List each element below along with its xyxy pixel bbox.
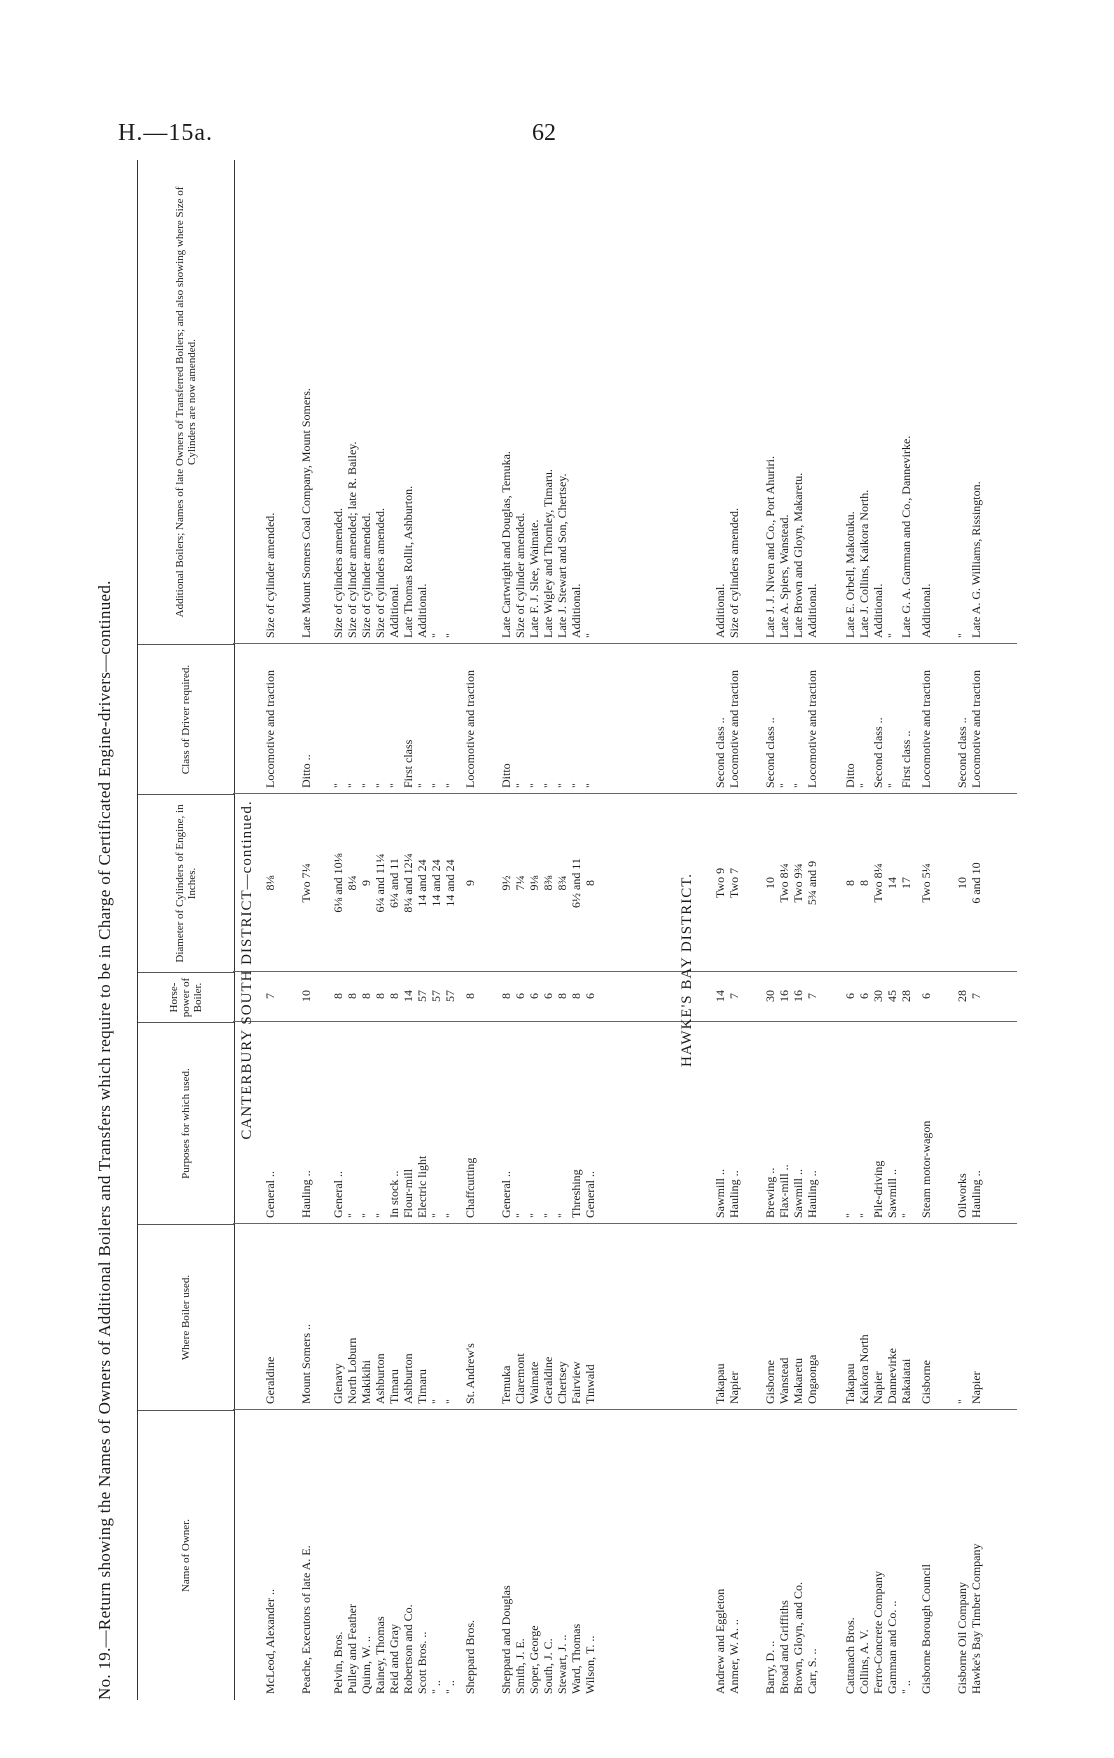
additional-notes: Late J. Collins, Kaikora North. (857, 489, 871, 638)
driver-class: Ditto .. (299, 754, 313, 788)
boiler-location: Geraldine (541, 1356, 555, 1404)
cylinder-diameter: 8¼ and 12¼ (401, 853, 415, 913)
driver-class: " (777, 783, 791, 788)
boiler-location: Timaru (415, 1369, 429, 1404)
horse-power: 8 (331, 993, 345, 999)
boiler-purpose: " (513, 1213, 527, 1218)
boiler-purpose: " (555, 1213, 569, 1218)
table-row (777, 160, 791, 1700)
boiler-purpose: Flax-mill .. (777, 1164, 791, 1218)
table-row (919, 160, 933, 1700)
table-body (233, 160, 1017, 1700)
horse-power: 8 (359, 993, 373, 999)
owner-name: Hawke's Bay Timber Company (969, 1543, 983, 1694)
cylinder-diameter: Two 7¼ (299, 863, 313, 903)
table-row (527, 160, 541, 1700)
owner-name: McLeod, Alexander .. (263, 1589, 277, 1694)
cylinder-diameter: 10 (763, 877, 777, 889)
additional-notes: Late E. Orbell, Makotuku. (843, 511, 857, 638)
table-row (555, 160, 569, 1700)
boiler-purpose: " (373, 1213, 387, 1218)
additional-notes: Size of cylinders amended. (331, 508, 345, 638)
additional-notes: Additional. (387, 583, 401, 638)
cylinder-diameter: 6 and 10 (969, 862, 983, 904)
additional-notes: Additional. (871, 583, 885, 638)
boiler-location: Napier (969, 1371, 983, 1404)
table-row (401, 160, 415, 1700)
driver-class: Ditto (843, 763, 857, 788)
additional-notes: Size of cylinder amended. (359, 512, 373, 638)
driver-class: " (331, 783, 345, 788)
owner-name: Soper, George (527, 1625, 541, 1694)
additional-notes: Late J. Stewart and Son, Chertsey. (555, 473, 569, 638)
table-row (969, 160, 983, 1700)
cylinder-diameter: Two 5¼ (919, 863, 933, 903)
boiler-location: Gisborne (919, 1360, 933, 1404)
cylinder-diameter: 8¼ (345, 875, 359, 891)
driver-class: Locomotive and traction (263, 670, 277, 788)
table-row (387, 160, 401, 1700)
cylinder-diameter: 6¼ and 11¼ (373, 853, 387, 913)
table-row (713, 160, 727, 1700)
cylinder-diameter: 14 (885, 877, 899, 889)
owner-name: Robertson and Co. (401, 1604, 415, 1694)
boiler-purpose: Hauling .. (299, 1170, 313, 1218)
horse-power: 6 (513, 993, 527, 999)
owner-name: Reid and Gray (387, 1624, 401, 1694)
driver-class: " (791, 783, 805, 788)
driver-class: Locomotive and traction (969, 670, 983, 788)
additional-notes: " (583, 633, 597, 638)
owner-name: Sheppard Bros. (463, 1620, 477, 1694)
additional-notes: Additional. (805, 583, 819, 638)
boiler-location: Timaru (387, 1369, 401, 1404)
cylinder-diameter: 14 and 24 (443, 859, 457, 907)
boiler-location: Claremont (513, 1353, 527, 1404)
boiler-location: Napier (727, 1371, 741, 1404)
cylinder-diameter: 9 (463, 880, 477, 886)
owner-name: Smith, J. E. (513, 1638, 527, 1694)
cylinder-diameter: 14 and 24 (415, 859, 429, 907)
owner-name: Peache, Executors of late A. E. (299, 1545, 313, 1694)
boiler-purpose: Hauling .. (805, 1170, 819, 1218)
owner-name: Scott Bros. .. (415, 1631, 429, 1694)
table-row (429, 160, 443, 1700)
boiler-purpose: " (443, 1213, 457, 1218)
boiler-location: " (429, 1399, 443, 1404)
cylinder-diameter: 9½ (499, 875, 513, 891)
additional-notes: Late F. J. Slee, Waimate. (527, 519, 541, 638)
horse-power: 57 (415, 990, 429, 1002)
page-number: 62 (532, 120, 556, 146)
horse-power: 7 (969, 993, 983, 999)
table-row (857, 160, 871, 1700)
boiler-location: " (443, 1399, 457, 1404)
additional-notes: Additional. (569, 583, 583, 638)
cylinder-diameter: 7¼ (513, 875, 527, 891)
additional-notes: Late Cartwright and Douglas, Temuka. (499, 451, 513, 638)
boiler-location: Ashburton (373, 1353, 387, 1404)
additional-notes: Late Wigley and Thornley, Timaru. (541, 469, 555, 638)
owner-name: Barry, D. .. (763, 1640, 777, 1694)
boiler-purpose: General .. (583, 1171, 597, 1218)
horse-power: 30 (763, 990, 777, 1002)
owner-name: Ward, Thomas (569, 1623, 583, 1694)
table-row (805, 160, 819, 1700)
boiler-purpose: Sawmill .. (713, 1168, 727, 1218)
boiler-location: Glenavy (331, 1363, 345, 1404)
boiler-purpose: Hauling .. (969, 1170, 983, 1218)
table-row (843, 160, 857, 1700)
horse-power: 6 (583, 993, 597, 999)
owner-name: Wilson, T. .. (583, 1635, 597, 1694)
boiler-purpose: " (527, 1213, 541, 1218)
cylinder-diameter: 8⅛ (263, 875, 277, 891)
horse-power: 28 (955, 990, 969, 1002)
owner-name: Sheppard and Douglas (499, 1585, 513, 1694)
boiler-location: Fairview (569, 1361, 583, 1404)
owner-name: " .. (443, 1680, 457, 1694)
owner-name: Anmer, W. A. .. (727, 1619, 741, 1694)
boiler-purpose: Brewing .. (763, 1167, 777, 1218)
boiler-location: Rakaiatai (899, 1358, 913, 1404)
horse-power: 7 (263, 993, 277, 999)
additional-notes: Late Thomas Rollit, Ashburton. (401, 485, 415, 638)
driver-class: Locomotive and traction (727, 670, 741, 788)
owner-name: Gisborne Borough Council (919, 1564, 933, 1694)
boiler-location: " (955, 1399, 969, 1404)
owner-name: Collins, A. V. (857, 1629, 871, 1694)
boiler-location: Makikihi (359, 1360, 373, 1404)
owner-name: Carr, S. .. (805, 1648, 819, 1694)
boiler-location: Waimate (527, 1361, 541, 1404)
rotated-table-page (95, 160, 1035, 1700)
horse-power: 8 (345, 993, 359, 999)
additional-notes: Late Mount Somers Coal Company, Mount Somers. (299, 388, 313, 638)
additional-notes: Late A. G. Williams, Rissington. (969, 481, 983, 638)
col-header-diameter: Diameter of Cylinders of Engine, in Inches. (138, 794, 234, 972)
boiler-purpose: Chaffcutting (463, 1157, 477, 1218)
boiler-purpose: Sawmill .. (885, 1168, 899, 1218)
table-row (763, 160, 777, 1700)
additional-notes: Late A. Spiers, Wanstead. (777, 514, 791, 638)
cylinder-diameter: 8 (583, 880, 597, 886)
cylinder-diameter: 9⅛ (527, 875, 541, 891)
boiler-location: Geraldine (263, 1356, 277, 1404)
additional-notes: " (443, 633, 457, 638)
table-header (137, 160, 235, 1700)
driver-class: Locomotive and traction (919, 670, 933, 788)
driver-class: " (555, 783, 569, 788)
horse-power: 6 (857, 993, 871, 999)
cylinder-diameter: 10 (955, 877, 969, 889)
driver-class: " (443, 783, 457, 788)
boiler-location: Makaretu (791, 1358, 805, 1404)
additional-notes: Late Brown and Gloyn, Makaretu. (791, 472, 805, 638)
additional-notes: Size of cylinder amended. (513, 512, 527, 638)
horse-power: 30 (871, 990, 885, 1002)
horse-power: 8 (569, 993, 583, 999)
boiler-purpose: General .. (263, 1171, 277, 1218)
boiler-location: Mount Somers .. (299, 1323, 313, 1404)
horse-power: 8 (373, 993, 387, 999)
table-row (359, 160, 373, 1700)
boiler-location: Chertsey (555, 1361, 569, 1404)
cylinder-diameter: 6¼ and 11 (387, 858, 401, 908)
boiler-purpose: " (541, 1213, 555, 1218)
horse-power: 16 (777, 990, 791, 1002)
cylinder-diameter: Two 8¼ (871, 863, 885, 903)
owner-name: Rainey, Thomas (373, 1616, 387, 1694)
owner-name: Broad and Griffiths (777, 1600, 791, 1694)
boiler-location: Takapau (843, 1363, 857, 1404)
driver-class: First class (401, 739, 415, 788)
horse-power: 14 (713, 990, 727, 1002)
additional-notes: Late J. J. Niven and Co., Port Ahuriri. (763, 456, 777, 638)
additional-notes: Size of cylinder amended. (263, 512, 277, 638)
return-table (137, 160, 1017, 1700)
owner-name: Pulley and Feather (345, 1604, 359, 1694)
additional-notes: Size of cylinders amended. (373, 508, 387, 638)
table-title: No. 19.—Return showing the Names of Owners of Additional Boilers and Transfers which require to be in Charge of Certificated Engine-drivers—continued. (95, 580, 114, 1700)
boiler-location: Ongaonga (805, 1354, 819, 1404)
boiler-location: Wanstead (777, 1357, 791, 1404)
boiler-location: St. Andrew's (463, 1343, 477, 1404)
boiler-purpose: Flour-mill (401, 1168, 415, 1218)
col-header-horsepower: Horse-power of Boiler. (138, 972, 234, 1022)
horse-power: 8 (463, 993, 477, 999)
boiler-purpose: Hauling .. (727, 1170, 741, 1218)
cylinder-diameter: 6⅛ and 10⅛ (331, 853, 345, 913)
col-header-owner: Name of Owner. (138, 1410, 234, 1700)
driver-class: " (885, 783, 899, 788)
table-row (791, 160, 805, 1700)
boiler-purpose: Threshing (569, 1169, 583, 1218)
owner-name: Gisborne Oil Company (955, 1582, 969, 1694)
horse-power: 6 (843, 993, 857, 999)
boiler-location: Tinwald (583, 1364, 597, 1404)
driver-class: " (429, 783, 443, 788)
col-header-class: Class of Driver required. (138, 644, 234, 794)
additional-notes: Additional. (415, 583, 429, 638)
table-row (373, 160, 387, 1700)
driver-class: " (345, 783, 359, 788)
cylinder-diameter: 8 (843, 880, 857, 886)
horse-power: 10 (299, 990, 313, 1002)
horse-power: 14 (401, 990, 415, 1002)
horse-power: 57 (443, 990, 457, 1002)
driver-class: " (569, 783, 583, 788)
table-row (885, 160, 899, 1700)
driver-class: Second class .. (763, 717, 777, 788)
boiler-location: Ashburton (401, 1353, 415, 1404)
horse-power: 8 (499, 993, 513, 999)
owner-name: Stewart, J. .. (555, 1634, 569, 1694)
horse-power: 6 (527, 993, 541, 999)
driver-class: Ditto (499, 763, 513, 788)
cylinder-diameter: Two 8¼ (777, 863, 791, 903)
boiler-purpose: Pile-driving (871, 1160, 885, 1218)
boiler-purpose: " (857, 1213, 871, 1218)
driver-class: Second class .. (871, 717, 885, 788)
table-row (415, 160, 429, 1700)
cylinder-diameter: 17 (899, 877, 913, 889)
table-row (331, 160, 345, 1700)
col-header-additional: Additional Boilers; Names of late Owners of Transferred Boilers; and also showing where Size of Cylinders are now amended. (174, 186, 198, 618)
cylinder-diameter: Two 9 (713, 867, 727, 899)
boiler-purpose: " (899, 1213, 913, 1218)
table-row (955, 160, 969, 1700)
owner-name: Cattanach Bros. (843, 1617, 857, 1694)
driver-class: First class .. (899, 730, 913, 788)
driver-class: " (387, 783, 401, 788)
cylinder-diameter: 9 (359, 880, 373, 886)
table-row (513, 160, 527, 1700)
table-row (463, 160, 477, 1700)
table-row (443, 160, 457, 1700)
driver-class: " (583, 783, 597, 788)
cylinder-diameter: 14 and 24 (429, 859, 443, 907)
horse-power: 8 (387, 993, 401, 999)
owner-name: Quinn, W. .. (359, 1635, 373, 1694)
additional-notes: Size of cylinder amended; late R. Bailey. (345, 441, 359, 638)
boiler-purpose: " (359, 1213, 373, 1218)
boiler-location: North Loburn (345, 1337, 359, 1404)
owner-name: South, J. C. (541, 1638, 555, 1694)
boiler-purpose: Oilworks (955, 1173, 969, 1218)
driver-class: " (857, 783, 871, 788)
cylinder-diameter: 5¾ and 9 (805, 860, 819, 906)
boiler-purpose: General .. (499, 1171, 513, 1218)
additional-notes: Size of cylinders amended. (727, 508, 741, 638)
horse-power: 28 (899, 990, 913, 1002)
boiler-purpose: " (345, 1213, 359, 1218)
cylinder-diameter: 8 (857, 880, 871, 886)
driver-class: " (415, 783, 429, 788)
table-row (569, 160, 583, 1700)
table-row (263, 160, 277, 1700)
cylinder-diameter: 8¾ (555, 875, 569, 891)
boiler-location: Dannevirke (885, 1348, 899, 1404)
horse-power: 7 (727, 993, 741, 999)
boiler-purpose: In stock .. (387, 1170, 401, 1218)
owner-name: " .. (429, 1680, 443, 1694)
boiler-location: Takapau (713, 1363, 727, 1404)
col-header-where: Where Boiler used. (138, 1224, 234, 1410)
driver-class: " (373, 783, 387, 788)
section-heading-hawkes-bay: HAWKE'S BAY DISTRICT. (679, 872, 695, 1068)
driver-class: Locomotive and traction (463, 670, 477, 788)
table-row (899, 160, 913, 1700)
owner-name: Ferro-Concrete Company (871, 1571, 885, 1694)
driver-class: Second class .. (955, 717, 969, 788)
additional-notes: Additional. (713, 583, 727, 638)
owner-name: Andrew and Eggleton (713, 1588, 727, 1694)
cylinder-diameter: 6½ and 11 (569, 858, 583, 908)
table-row (727, 160, 741, 1700)
additional-notes: Additional. (919, 583, 933, 638)
owner-name: Pelvin, Bros. (331, 1631, 345, 1694)
boiler-location: Gisborne (763, 1360, 777, 1404)
horse-power: 57 (429, 990, 443, 1002)
horse-power: 16 (791, 990, 805, 1002)
additional-notes: " (885, 633, 899, 638)
table-row (345, 160, 359, 1700)
table-row (499, 160, 513, 1700)
page-reference: H.—15a. (118, 120, 213, 146)
horse-power: 7 (805, 993, 819, 999)
additional-notes: " (955, 633, 969, 638)
owner-name: Gamman and Co. .. (885, 1600, 899, 1694)
horse-power: 6 (541, 993, 555, 999)
boiler-purpose: Sawmill .. (791, 1168, 805, 1218)
boiler-purpose: Electric light (415, 1155, 429, 1218)
boiler-purpose: " (843, 1213, 857, 1218)
cylinder-diameter: 8⅜ (541, 875, 555, 891)
boiler-location: Napier (871, 1371, 885, 1404)
additional-notes: " (429, 633, 443, 638)
driver-class: Locomotive and traction (805, 670, 819, 788)
driver-class: " (513, 783, 527, 788)
section-heading-canterbury: CANTERBURY SOUTH DISTRICT—continued. (239, 800, 255, 1140)
driver-class: " (527, 783, 541, 788)
boiler-purpose: General .. (331, 1171, 345, 1218)
boiler-location: Kaikora North (857, 1334, 871, 1404)
boiler-purpose: " (429, 1213, 443, 1218)
table-row (871, 160, 885, 1700)
horse-power: 6 (919, 993, 933, 999)
driver-class: Second class .. (713, 717, 727, 788)
horse-power: 8 (555, 993, 569, 999)
driver-class: " (359, 783, 373, 788)
table-row (541, 160, 555, 1700)
col-header-purpose: Purposes for which used. (138, 1022, 234, 1224)
horse-power: 45 (885, 990, 899, 1002)
owner-name: " .. (899, 1680, 913, 1694)
boiler-purpose: Steam motor-wagon (919, 1120, 933, 1218)
additional-notes: Late G. A. Gamman and Co., Dannevirke. (899, 435, 913, 638)
driver-class: " (541, 783, 555, 788)
table-row (299, 160, 313, 1700)
cylinder-diameter: Two 9¾ (791, 863, 805, 903)
owner-name: Brown, Gloyn, and Co. (791, 1582, 805, 1694)
cylinder-diameter: Two 7 (727, 867, 741, 899)
boiler-location: Temuka (499, 1365, 513, 1404)
table-row (583, 160, 597, 1700)
